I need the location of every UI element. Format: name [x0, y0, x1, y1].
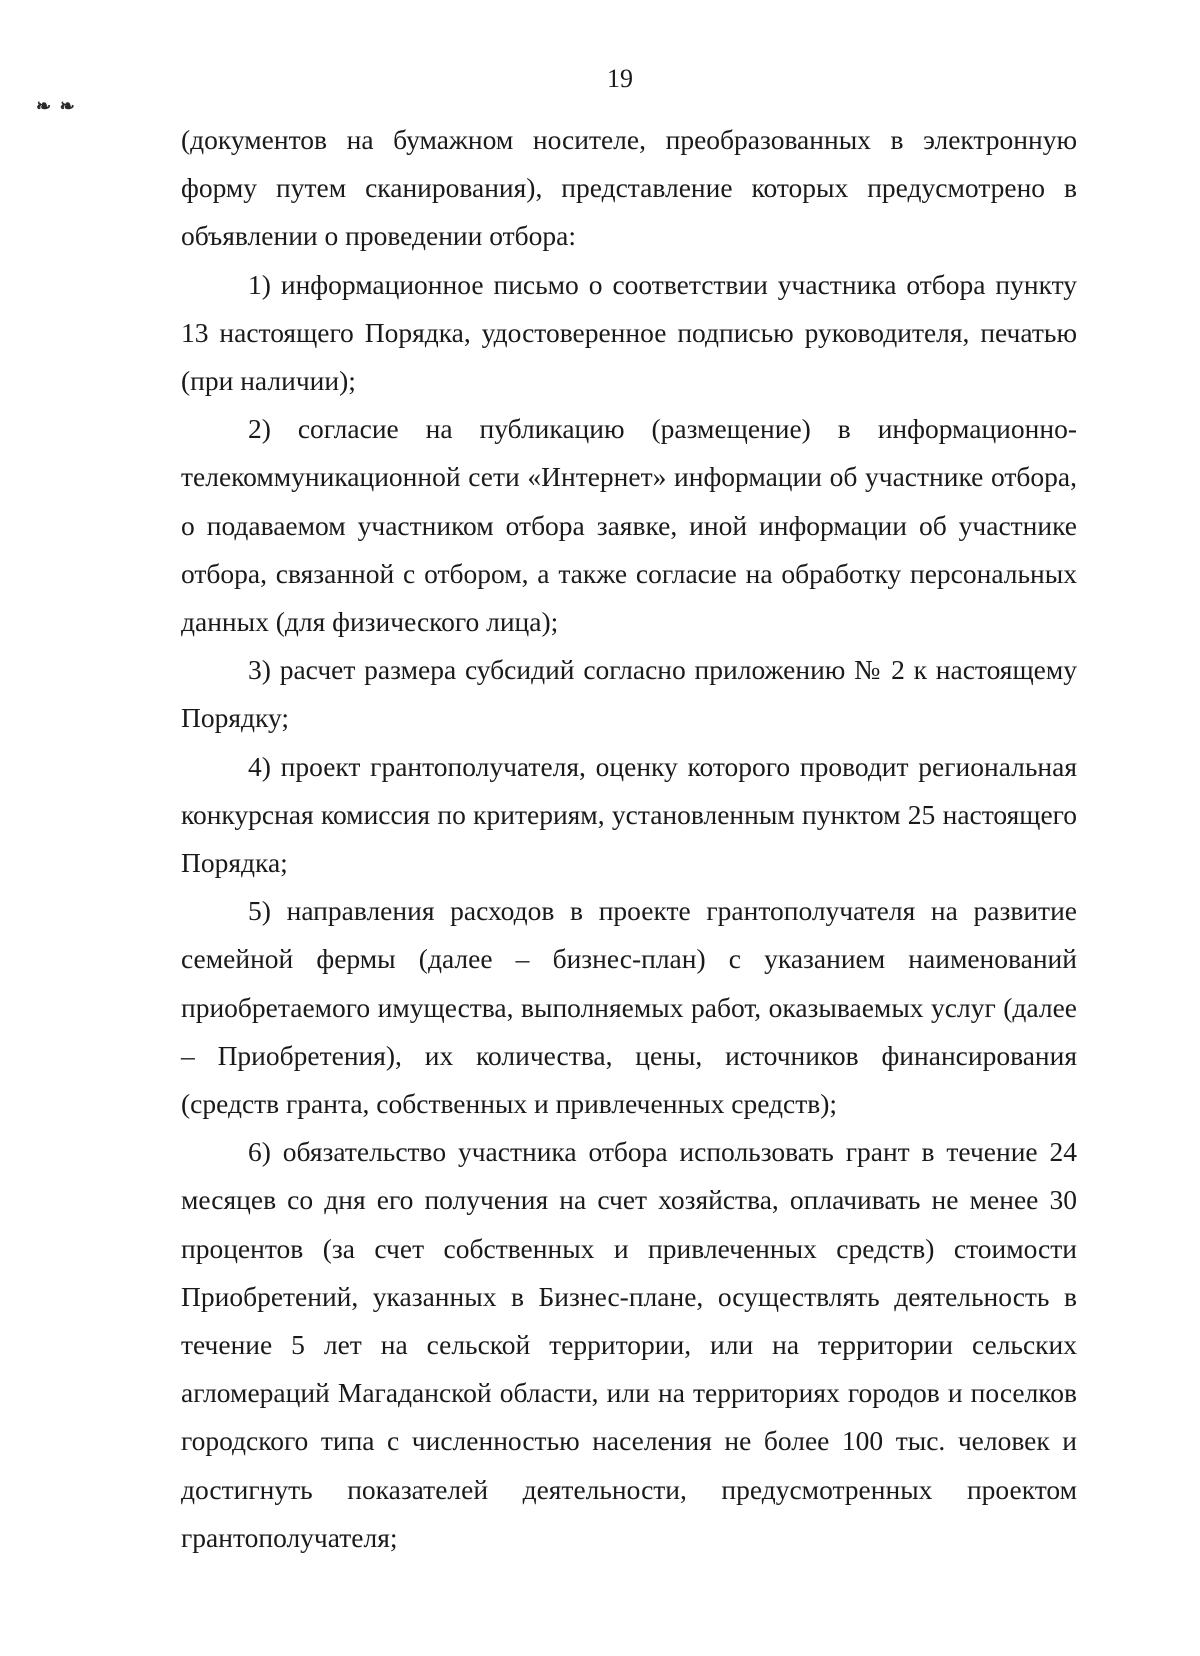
scan-mark: ❧ ❧ [36, 96, 77, 116]
list-item-1: 1) информационное письмо о соответствии участника отбора пункту 13 настоящего Порядка, удостоверенное подписью руководителя, печатью (при наличии); [181, 268, 1077, 397]
list-item-3: 3) расчет размера субсидий согласно приложению № 2 к настоящему Порядку; [181, 654, 1077, 734]
list-item-2: 2) согласие на публикацию (размещение) в информационно-телекоммуникационной сети «Интернет» информации об участнике отбора, о подаваемом участником отбора заявке, иной информации об участнике отбора, связанной с отбором, а также согласие на обработку персональных данных (для физического лица); [181, 413, 1077, 638]
paragraph-intro: (документов на бумажном носителе, преобразованных в электронную форму путем сканирования), представление которых предусмотрено в объявлении о проведении отбора: [181, 124, 1077, 252]
list-item-5: 5) направления расходов в проекте грантополучателя на развитие семейной фермы (далее – бизнес-план) с указанием наименований приобретаемого имущества, выполняемых работ, оказываемых услуг (далее – Приобретения), их количества, цены, источников финансирования (средств гранта, собственных и привлеченных средств); [181, 895, 1077, 1120]
list-item-4: 4) проект грантополучателя, оценку которого проводит региональная конкурсная комиссия по критериям, установленным пунктом 25 настоящего Порядка; [181, 750, 1077, 879]
document-body [181, 116, 1077, 1562]
page-number: 19 [607, 64, 633, 93]
list-item-6: 6) обязательство участника отбора использовать грант в течение 24 месяцев со дня его получения на счет хозяйства, оплачивать не менее 30 процентов (за счет собственных и привлеченных средств) стоимости Приобретений, указанных в Бизнес-плане, осуществлять деятельность в течение 5 лет на сельской территории, или на территории сельских агломераций Магаданской области, или на территориях городов и поселков городского типа с численностью населения не более 100 тыс. человек и достигнуть показателей деятельности, предусмотренных проектом грантополучателя; [181, 1136, 1077, 1553]
